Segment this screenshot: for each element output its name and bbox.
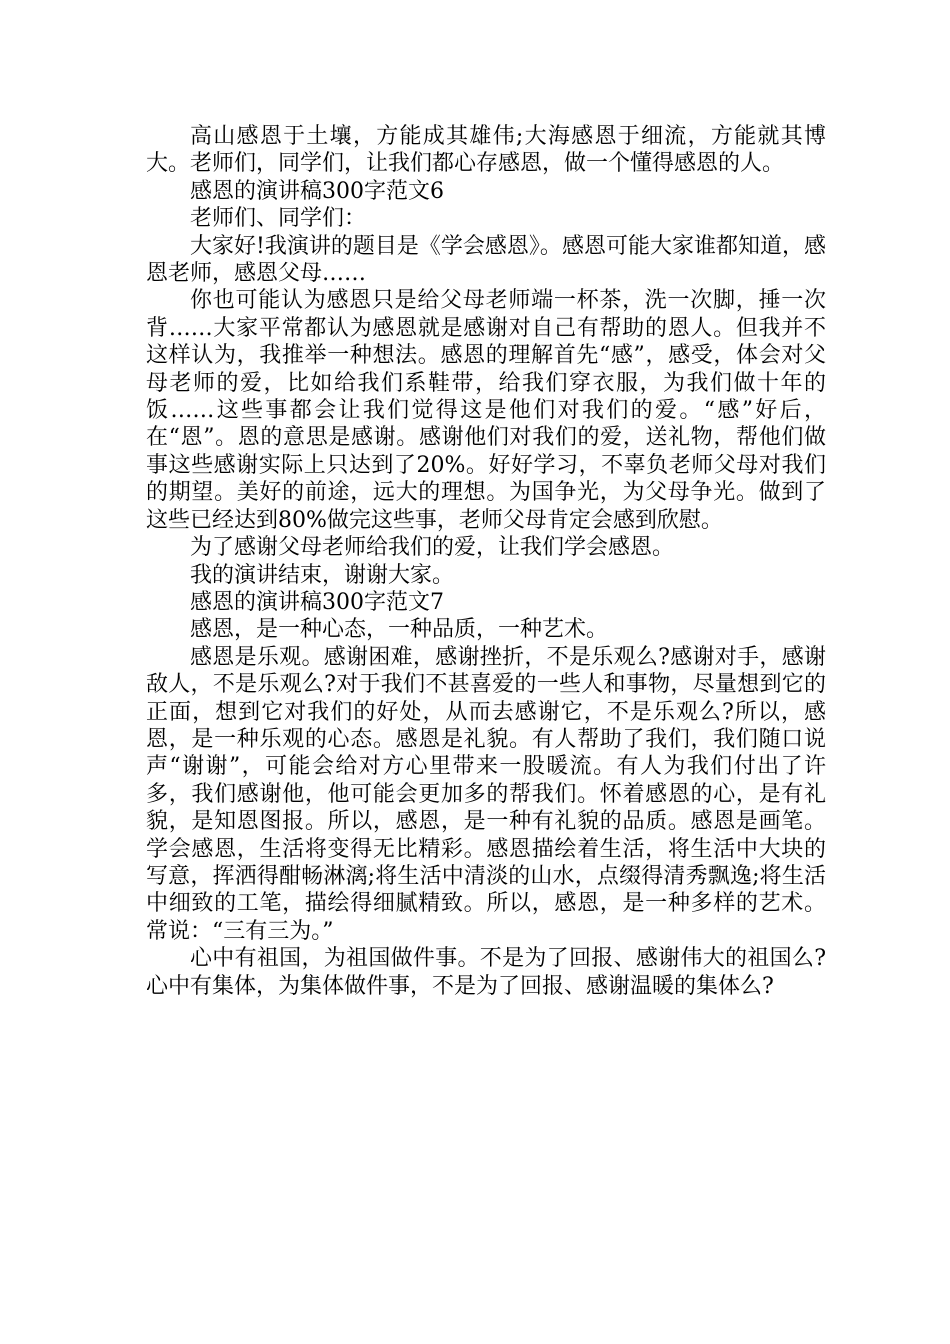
salutation: 老师们、同学们： bbox=[190, 206, 367, 232]
section-heading-7: 感恩的演讲稿300字范文7 bbox=[190, 589, 444, 615]
paragraph-thesis: 感恩，是一种心态，一种品质，一种艺术。 bbox=[190, 617, 609, 643]
paragraph-main: 你也可能认为感恩只是给父母老师端一杯茶，洗一次脚，捶一次背……大家平常都认为感恩就是感谢对自己有帮助的恩人。但我并不这样认为，我推举一种想法。感恩的理解首先“感”，感受，体会对父母老师的爱，比如给我们系鞋带，给我们穿衣服，为我们做十年的饭……这些事都会让我们觉得这是他们对我们的爱。“感”好后，在“恩”。恩的意思是感谢。感谢他们对我们的爱，送礼物，帮他们做事这些感谢实际上只达到了20%。好好学习，不辜负老师父母对我们的期望。美好的前途，远大的理想。为国争光，为父母争光。做到了这些已经达到80%做完这些事，老师父母肯定会感到欣慰。 bbox=[146, 288, 826, 533]
paragraph-conclusion: 为了感谢父母老师给我们的爱，让我们学会感恩。 bbox=[190, 535, 675, 561]
paragraph-1: 高山感恩于土壤，方能成其雄伟;大海感恩于细流，方能就其博大。老师们，同学们，让我们都心存感恩，做一个懂得感恩的人。 bbox=[146, 124, 826, 177]
paragraph-final: 心中有祖国，为祖国做件事。不是为了回报、感谢伟大的祖国么? 心中有集体，为集体做件事，不是为了回报、感谢温暖的集体么? bbox=[146, 946, 826, 999]
paragraph-greeting: 大家好!我演讲的题目是《学会感恩》。感恩可能大家谁都知道，感恩老师，感恩父母…… bbox=[146, 233, 826, 287]
paragraph-body: 感恩是乐观。感谢困难，感谢挫折，不是乐观么?感谢对手，感谢敌人，不是乐观么?对于我们不甚喜爱的一些人和事物，尽量想到它的正面，想到它对我们的好处，从而去感谢它，不是乐观么?所以，感恩，是一种乐观的心态。感恩是礼貌。有人帮助了我们，我们随口说声“谢谢”，可能会给对方心里带来一股暖流。有人为我们付出了许多，我们感谢他，他可能会更加多的帮我们。怀着感恩的心，是有礼貌，是知恩图报。所以，感恩，是一种有礼貌的品质。感恩是画笔。学会感恩，生活将变得无比精彩。感恩描绘着生活，将生活中大块的写意，挥洒得酣畅淋漓;将生活中清淡的山水，点缀得清秀飘逸;将生活中细致的工笔，描绘得细腻精致。所以，感恩，是一种多样的艺术。常说：“三有三为。” bbox=[146, 644, 826, 944]
section-heading-6: 感恩的演讲稿300字范文6 bbox=[190, 178, 444, 204]
paragraph-closing: 我的演讲结束，谢谢大家。 bbox=[190, 562, 455, 588]
document-body bbox=[146, 123, 826, 1000]
